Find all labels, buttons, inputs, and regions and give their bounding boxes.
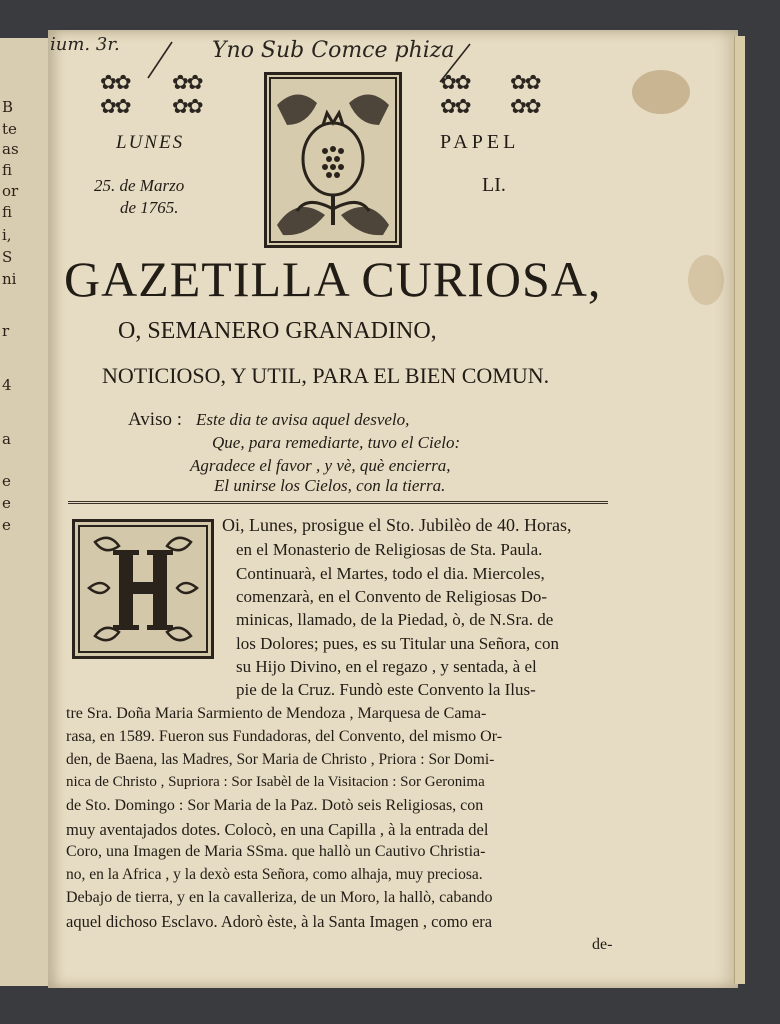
facing-page-fragment: r	[2, 322, 10, 340]
flower-ornament-icon: ✿✿ ✿✿	[510, 70, 540, 118]
facing-page-fragment: or	[2, 182, 19, 200]
body-line: no, en la Africa , y la dexò esta Señora, como alhaja, muy preciosa.	[66, 866, 483, 883]
facing-page-fragment: a	[2, 430, 11, 448]
body-line: nica de Christo , Supriora : Sor Isabèl de la Visitacion : Sor Geronima	[66, 774, 485, 790]
body-line: rasa, en 1589. Fueron sus Fundadoras, del Convento, del mismo Or-	[66, 728, 503, 745]
body-line: comenzarà, en el Convento de Religiosas Do-	[236, 587, 548, 606]
facing-page-fragment: B	[2, 98, 14, 116]
body-line: Continuarà, el Martes, todo el dia. Miercoles,	[236, 564, 545, 583]
handwritten-annotation: Yno Sub Comce phiza	[212, 38, 455, 63]
body-line: den, de Baena, las Madres, Sor Maria de Christo , Priora : Sor Domi-	[66, 751, 495, 768]
handwritten-margin-note: ium. 3r.	[50, 34, 120, 55]
facing-page-fragment: 4	[2, 376, 12, 394]
flower-ornament-icon: ✿✿ ✿✿	[440, 70, 470, 118]
paper-number: LI.	[482, 174, 506, 196]
body-line: de Sto. Domingo : Sor Maria de la Paz. Dotò seis Religiosas, con	[66, 797, 484, 814]
paper-label: PAPEL	[440, 131, 520, 153]
verse-line: El unirse los Cielos, con la tierra.	[214, 476, 446, 495]
body-line: Coro, una Imagen de Maria SSma. que hallò un Cautivo Christia-	[66, 843, 486, 860]
body-line: aquel dichoso Esclavo. Adorò èste, à la Santa Imagen , como era	[66, 912, 493, 931]
verse-line: Agradece el favor , y vè, què encierra,	[190, 456, 451, 475]
facing-page-fragment: ni	[2, 270, 17, 288]
body-line: en el Monasterio de Religiosas de Sta. Paula.	[236, 540, 543, 559]
body-line: Debajo de tierra, y en la cavalleriza, de un Moro, la hallò, cabando	[66, 889, 493, 906]
age-stain	[632, 70, 690, 114]
pomegranate-woodcut-icon	[264, 72, 402, 248]
body-line: los Dolores; pues, es su Titular una Señora, con	[236, 634, 559, 653]
masthead-subtitle: O, SEMANERO GRANADINO,	[118, 318, 437, 344]
body-line: su Hijo Divino, en el regazo , y sentada, à el	[236, 657, 537, 676]
masthead-subtitle-2: NOTICIOSO, Y UTIL, PARA EL BIEN COMUN.	[102, 363, 550, 388]
verse-line: Este dia te avisa aquel desvelo,	[196, 410, 410, 429]
facing-page-fragment: i,	[2, 226, 12, 244]
facing-page-fragment: e	[2, 494, 11, 512]
body-line: Oi, Lunes, prosigue el Sto. Jubilèo de 40. Horas,	[222, 515, 572, 535]
aviso-label: Aviso :	[128, 409, 183, 430]
flower-ornament-icon: ✿✿ ✿✿	[172, 70, 202, 118]
facing-page-fragment: fi	[2, 161, 13, 179]
body-line: tre Sra. Doña Maria Sarmiento de Mendoza , Marquesa de Cama-	[66, 705, 487, 722]
date-line-1: 25. de Marzo	[94, 176, 185, 195]
page-edge	[734, 36, 745, 984]
facing-page-fragment: te	[2, 120, 17, 138]
facing-page-edge	[0, 38, 54, 986]
date-line-2: de 1765.	[120, 198, 179, 217]
facing-page-fragment: e	[2, 516, 11, 534]
facing-page-fragment: as	[2, 140, 19, 158]
facing-page-fragment: fi	[2, 203, 13, 221]
catchword: de-	[592, 936, 613, 953]
decorated-initial-icon	[72, 519, 214, 659]
weekday: LUNES	[116, 132, 185, 153]
body-line: muy aventajados dotes. Colocò, en una Capilla , à la entrada del	[66, 820, 489, 839]
section-divider	[68, 501, 608, 504]
verse-line: Que, para remediarte, tuvo el Cielo:	[212, 433, 461, 452]
masthead-title: GAZETILLA CURIOSA,	[64, 251, 602, 307]
body-line: minicas, llamado, de la Piedad, ò, de N.Sra. de	[236, 610, 554, 629]
facing-page-fragment: S	[2, 248, 13, 266]
body-line: pie de la Cruz. Fundò este Convento la Ilus-	[236, 680, 536, 699]
facing-page-fragment: e	[2, 472, 11, 490]
age-stain	[688, 255, 724, 305]
flower-ornament-icon: ✿✿ ✿✿	[100, 70, 130, 118]
